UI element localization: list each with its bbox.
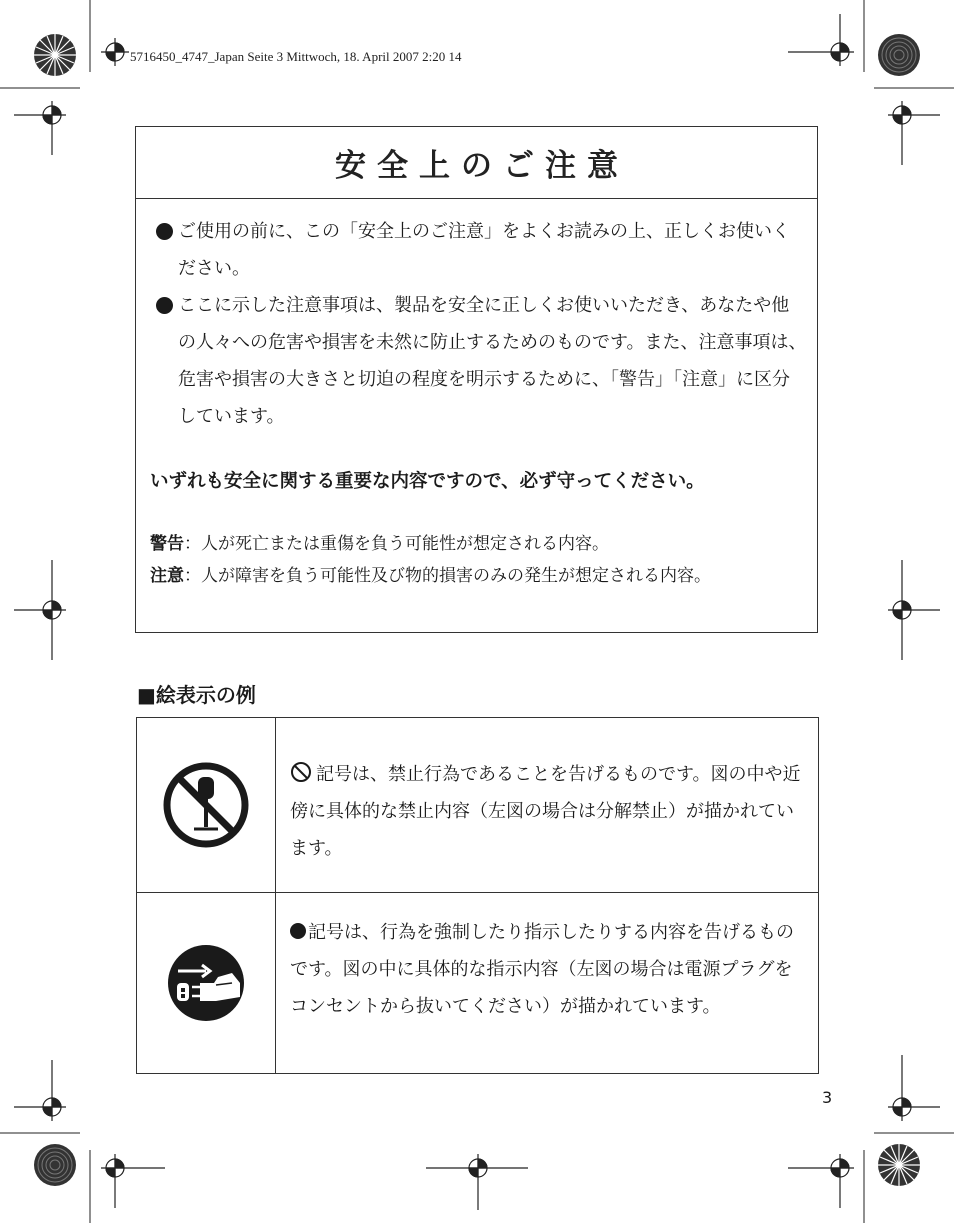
example-text — [290, 756, 808, 867]
registration-mark-icon — [788, 14, 854, 66]
example-description: 記号は、行為を強制したり指示したりする内容を告げるものです。図の中に具体的な指示内容（左図の場合は電源プラグをコンセントから抜いてください）が描かれています。 — [290, 922, 794, 1017]
safety-title: 安全上のご注意 — [136, 127, 817, 199]
bullet-dot-icon — [156, 223, 173, 240]
pictogram-example-table — [136, 717, 819, 1074]
definition-list — [136, 528, 817, 592]
definition-term: 警告 — [150, 534, 184, 554]
concentric-target-icon — [878, 34, 920, 76]
bullet-text: ご使用の前に、この「安全上のご注意」をよくお読みの上、正しくお使いください。 — [178, 221, 790, 279]
concentric-target-icon — [34, 1144, 76, 1186]
star-target-icon — [34, 34, 76, 76]
safety-precautions-box — [135, 126, 818, 633]
filled-circle-icon — [290, 923, 306, 939]
page-number: 3 — [822, 1088, 833, 1107]
example-row — [137, 893, 818, 1073]
definition-desc: ：人が死亡または重傷を負う可能性が想定される内容。 — [184, 534, 609, 554]
prohibition-icon — [290, 761, 312, 783]
bullet-item — [136, 287, 817, 435]
registration-mark-icon — [888, 560, 940, 660]
no-disassembly-icon — [161, 760, 251, 850]
registration-mark-icon — [101, 38, 129, 66]
print-header: 5716450_4747_Japan Seite 3 Mittwoch, 18. April 2007 2:20 14 — [130, 49, 462, 64]
registration-mark-icon — [888, 101, 940, 165]
registration-mark-icon — [14, 101, 66, 155]
example-description: 記号は、禁止行為であることを告げるものです。図の中や近傍に具体的な禁止内容（左図の場合は分解禁止）が描かれています。 — [290, 764, 801, 859]
unplug-icon — [166, 943, 246, 1023]
example-text — [290, 914, 808, 1025]
registration-mark-icon — [14, 1060, 66, 1121]
emphasis-note: いずれも安全に関する重要な内容ですので、必ず守ってください。 — [150, 471, 705, 492]
definition-warning — [150, 528, 817, 560]
definition-desc: ：人が障害を負う可能性及び物的損害のみの発生が想定される内容。 — [184, 566, 711, 586]
section-heading: ■絵表示の例 — [137, 683, 256, 707]
example-icon-cell — [137, 893, 276, 1073]
bullet-text: ここに示した注意事項は、製品を安全に正しくお使いいただき、あなたや他の人々への危害や損害を未然に防止するためのものです。また、注意事項は、危害や損害の大きさと切迫の程度を明示するために、「警告」「注意」に区分しています。 — [178, 295, 807, 427]
definition-caution — [150, 560, 817, 592]
bullet-dot-icon — [156, 297, 173, 314]
registration-mark-icon — [14, 560, 66, 660]
bullet-list — [136, 213, 817, 435]
star-target-icon — [878, 1144, 920, 1186]
example-icon-cell — [137, 718, 276, 892]
registration-mark-icon — [426, 1154, 528, 1210]
registration-mark-icon — [788, 1154, 854, 1208]
registration-mark-icon — [888, 1055, 940, 1121]
example-row — [137, 718, 818, 893]
definition-term: 注意 — [150, 566, 184, 586]
registration-mark-icon — [101, 1154, 165, 1208]
bullet-item — [136, 213, 817, 287]
